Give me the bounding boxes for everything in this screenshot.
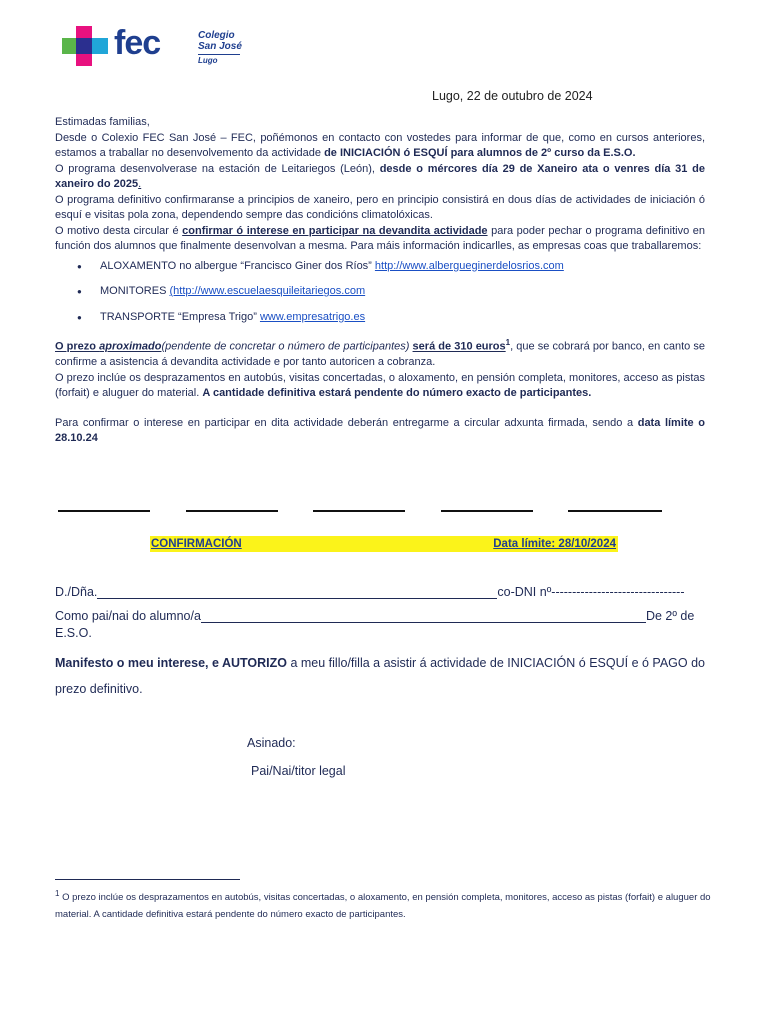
company-label: TRANSPORTE “Empresa Trigo” bbox=[100, 310, 260, 323]
footnote-text: O prezo inclúe os desprazamentos en autobús, visitas concertadas, o aloxamento, en pensión completa, monitores, acceso as pistas (forfait) e aluguer do material. A cantidade definitiva estará pendente do número exacto de participantes. bbox=[55, 892, 711, 921]
course-label: De 2º de bbox=[645, 609, 695, 623]
logo-school-line1: Colegio bbox=[198, 30, 235, 41]
paragraph-dates bbox=[55, 162, 705, 193]
price-label-b: aproximado bbox=[99, 340, 162, 353]
letter-body bbox=[55, 115, 705, 447]
paragraph-price bbox=[55, 335, 705, 371]
course-label-2: E.S.O. bbox=[55, 626, 92, 640]
price-amount: será de 310 euros bbox=[412, 340, 506, 353]
form-student-row bbox=[55, 608, 715, 640]
footnote-ref: 1 bbox=[505, 338, 511, 347]
dates-end: . bbox=[138, 178, 142, 190]
logo-divider bbox=[198, 54, 240, 55]
name-label: D./Dña. bbox=[55, 585, 98, 599]
school-logo bbox=[62, 26, 262, 70]
logo-city: Lugo bbox=[198, 56, 218, 65]
cut-line-segment bbox=[568, 510, 662, 512]
deadline-date: data límite o 28.10.24 bbox=[55, 416, 705, 445]
list-item bbox=[77, 284, 705, 300]
price-label-a: O prezo bbox=[55, 340, 100, 353]
fec-cross-icon bbox=[62, 26, 108, 66]
cut-line-segment bbox=[58, 510, 150, 512]
greeting: Estimadas familias, bbox=[55, 116, 150, 128]
paragraph-intro bbox=[55, 131, 705, 162]
authorization-text: a meu fillo/filla a asistir á actividade de INICIACIÓN ó ESQUÍ e ó PAGO do prezo definitivo. bbox=[55, 656, 705, 696]
dates-range: desde o mércores día 29 de Xaneiro ata o venres día 31 de xaneiro do 2025 bbox=[55, 162, 705, 190]
logo-wordmark: fec bbox=[114, 24, 161, 62]
form-authorization bbox=[55, 650, 715, 702]
confirmation-banner bbox=[150, 536, 618, 552]
signed-label: Asinado: bbox=[247, 736, 296, 750]
parent-label: Como pai/nai do alumno/a bbox=[55, 609, 201, 623]
purpose-highlight: confirmar ó interese en participar na devandita actividade bbox=[182, 224, 488, 237]
includes-text: O prezo inclúe os desprazamentos en autobús, visitas concertadas, o aloxamento, en pensión completa, monitores, acceso as pistas (forfait) e aluguer do material. bbox=[55, 371, 705, 400]
intro-activity: de INICIACIÓN ó ESQUÍ para alumnos de 2º curso da E.S.O. bbox=[324, 147, 636, 159]
purpose-rest: para poder pechar o programa definitivo en función dos alumnos que finalmente desenvolvan a mesma. Para máis información indicarlles, as empresas coas que traballaremos: bbox=[55, 224, 705, 252]
letter-date: Lugo, 22 de outubro de 2024 bbox=[432, 89, 593, 103]
intro-text: Desde o Colexio FEC San José – FEC, poñémonos en contacto con vostedes para informar de que, como en cursos anteriores, estamos a traballar no desenvolvemento da actividade bbox=[55, 131, 705, 159]
dates-text: O programa desenvolverase na estación de Leitariegos (León), bbox=[55, 162, 380, 175]
authorization-bold: Manifesto o meu interese, e AUTORIZO bbox=[55, 656, 287, 670]
company-link[interactable]: www.empresatrigo.es bbox=[259, 310, 366, 323]
footnote-marker: 1 bbox=[55, 889, 60, 898]
dni-label: co-DNI nº bbox=[497, 585, 552, 599]
confirmation-deadline: Data límite: 28/10/2024 bbox=[493, 538, 616, 550]
company-list bbox=[77, 259, 705, 326]
name-field[interactable] bbox=[97, 584, 497, 599]
footnote-separator bbox=[55, 879, 240, 880]
deadline-text: Para confirmar o interese en participar en dita actividade deberán entregarme a circular adxunta firmada, sendo a bbox=[55, 416, 638, 429]
company-link[interactable]: http://www.albergueginerdelosrios.com bbox=[374, 259, 564, 272]
price-rest: , que se cobrará por banco, en canto se confirme a asistencia á devandita actividade e por tanto autoricen a cobranza. bbox=[55, 340, 705, 369]
company-link[interactable]: (http://www.escuelaesquileitariegos.com bbox=[169, 285, 366, 297]
cut-line-divider bbox=[58, 510, 662, 514]
dni-field[interactable]: -------------------------------- bbox=[551, 585, 685, 599]
purpose-text: O motivo desta circular é bbox=[55, 224, 183, 237]
confirmation-title: CONFIRMACIÓN bbox=[151, 538, 242, 550]
signer-label: Pai/Nai/titor legal bbox=[251, 764, 346, 778]
price-note: (pendente de concretar o número de participantes) bbox=[161, 340, 410, 353]
logo-school-line2: San José bbox=[198, 41, 242, 52]
form-name-row bbox=[55, 584, 715, 599]
cut-line-segment bbox=[313, 510, 405, 512]
paragraph-deadline bbox=[55, 416, 705, 447]
student-name-field[interactable] bbox=[201, 608, 646, 623]
list-item bbox=[77, 310, 705, 326]
includes-note: A cantidade definitiva estará pendente do número exacto de participantes. bbox=[202, 387, 592, 400]
company-label: MONITORES bbox=[100, 285, 170, 297]
paragraph-program: O programa definitivo confirmaranse a principios de xaneiro, pero en principio consistirá en dous días de actividades de iniciación ó esquí e visitas pola zona, dependendo sempre das condicións climatolóxicas. bbox=[55, 193, 705, 221]
company-label: ALOXAMENTO no albergue “Francisco Giner dos Ríos” bbox=[100, 259, 375, 272]
paragraph-includes bbox=[55, 371, 705, 402]
cut-line-segment bbox=[186, 510, 278, 512]
logo-school-name bbox=[198, 30, 242, 52]
list-item bbox=[77, 259, 705, 275]
footnote bbox=[55, 885, 715, 923]
paragraph-purpose bbox=[55, 224, 705, 255]
cut-line-segment bbox=[441, 510, 533, 512]
